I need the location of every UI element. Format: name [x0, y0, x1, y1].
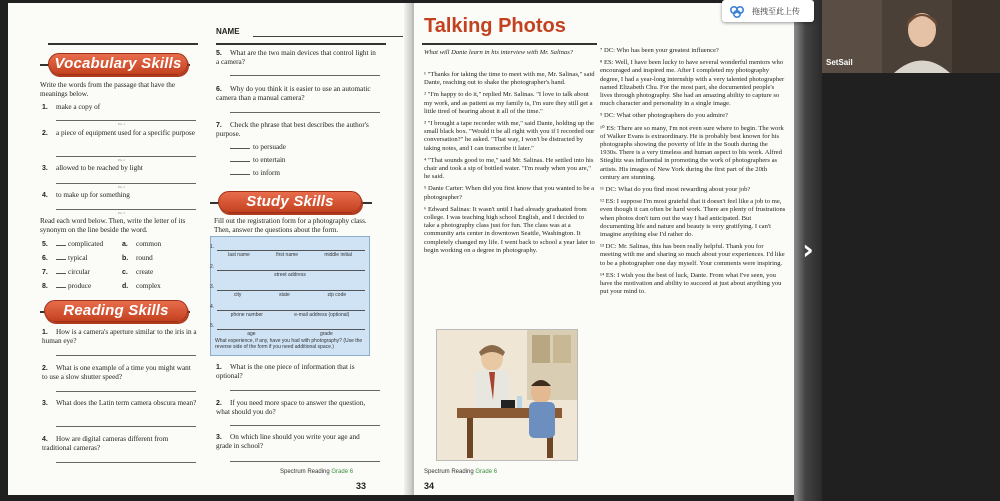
study-instructions: Fill out the registration form for a photography class. Then, answer the questions about the form.: [214, 217, 367, 234]
page-footer: Spectrum Reading Grade 6: [424, 469, 498, 475]
synonym-row: 5. complicated a. common: [42, 240, 162, 248]
synonym-row: 6. typical b. round: [42, 254, 153, 262]
illustration-graphic: [437, 330, 577, 460]
par-ref: Par. 2: [118, 158, 125, 162]
form-row-number: 1.: [210, 244, 215, 250]
form-row-number: 3.: [210, 284, 215, 290]
cloud-upload-icon: [728, 2, 746, 20]
reading-question: 5. What are the two main devices that control light in a camera?: [216, 49, 376, 66]
vocab-item: 3. allowed to be reached by light: [42, 164, 143, 172]
reading-question: 6. Why do you think it is easier to use an automatic camera than a manual camera?: [216, 85, 371, 102]
reading-question: 1. How is a camera's aperture similar to the iris in a human eye?: [42, 328, 197, 345]
reading-skills-heading: Reading Skills: [44, 300, 188, 322]
divider: [422, 43, 597, 45]
form-line[interactable]: [217, 329, 365, 330]
participant-video-tile[interactable]: [822, 0, 1000, 73]
page-number: 34: [424, 481, 435, 491]
form-question: What experience, if any, have you had with photography? (Use the reverse side of the form if you need additional space.): [215, 338, 363, 350]
purpose-option[interactable]: to persuade: [230, 143, 286, 152]
reading-question: 4. How are digital cameras different from traditional cameras?: [42, 435, 169, 452]
study-question: 2. If you need more space to answer the question, what should you do?: [216, 399, 366, 416]
par-ref: Par. 1: [118, 122, 125, 126]
paragraph: ¹² ES: I suppose I'm most grateful that it doesn't feel like a job to me, even though it can often be hard work. There are plenty of frustrations when photos don't turn out the way I had anticipated. But documenting life and nature and beauty is very gratifying. I can't imagine anything else I'd rather do.: [600, 198, 786, 239]
name-label: NAME: [216, 27, 240, 36]
intro-question: What will Dante learn in his interview with Mr. Salinas?: [424, 49, 574, 56]
answer-line[interactable]: [56, 183, 196, 184]
form-line[interactable]: [217, 310, 365, 311]
participant-name: SetSail: [826, 58, 853, 67]
upload-label: 拖拽至此上传: [752, 6, 800, 16]
paragraph: ⁷ DC: Who has been your greatest influence?: [600, 47, 719, 54]
answer-line[interactable]: [230, 461, 380, 462]
name-rule: [253, 36, 403, 37]
form-row-labels: last name first name middle initial: [228, 252, 352, 258]
vocab-item: 4. to make up for something: [42, 191, 130, 199]
par-ref: Par. 3: [118, 211, 125, 215]
answer-line[interactable]: [56, 391, 196, 392]
form-line[interactable]: [217, 250, 365, 251]
answer-line[interactable]: [56, 156, 196, 157]
study-question: 1. What is the one piece of information that is optional?: [216, 363, 355, 380]
study-skills-heading: Study Skills: [218, 191, 362, 213]
par-ref: Par. 3: [118, 185, 125, 189]
form-line[interactable]: [217, 270, 365, 271]
vocabulary-skills-heading: Vocabulary Skills: [48, 53, 188, 75]
article-title: Talking Photos: [424, 15, 566, 37]
divider: [216, 43, 386, 45]
reading-question: 7. Check the phrase that best describes the author's purpose.: [216, 121, 369, 138]
form-row-number: 2.: [210, 264, 215, 270]
vocab-item: 2. a piece of equipment used for a specific purpose: [42, 129, 195, 137]
paragraph: ⁶ Edward Salinas: It wasn't until I had already graduated from college. I was teaching high school English, and I decided to take a photography class just for fun. The class was at a community arts center in downtown Seattle, Washington. It completely changed my life. I went back to school a year later to begin working on a degree in photography.: [424, 205, 595, 254]
answer-line[interactable]: [56, 462, 196, 463]
answer-line[interactable]: [230, 112, 380, 113]
page-number: 33: [356, 481, 367, 491]
paragraph: ⁵ Dante Carter: When did you first know that you wanted to be a photographer?: [424, 185, 595, 201]
sidebar-background: [822, 73, 1000, 501]
reading-question: 2. What is one example of a time you might want to use a slow shutter speed?: [42, 364, 191, 381]
workbook-page-33: [8, 3, 412, 495]
form-row-labels: phone number e-mail address (optional): [230, 312, 350, 318]
paragraph: ⁴ "That sounds good to me," said Mr. Salinas. He settled into his chair and took a sip of bottled water. "I'm ready when you are," he said.: [424, 156, 594, 181]
form-row-number: 4.: [210, 304, 215, 310]
paragraph: ¹⁴ ES: I wish you the best of luck, Dante. From what I've seen, you have the motivation and ability to succeed at just about anything you put your mind to.: [600, 271, 782, 296]
form-row-labels: street address: [274, 272, 306, 278]
vocab-instructions: Write the words from the passage that have the meanings below.: [40, 81, 176, 98]
next-page-chevron-icon[interactable]: ›: [802, 233, 814, 266]
reading-question: 3. What does the Latin term camera obscura mean?: [42, 399, 197, 407]
divider: [48, 43, 198, 45]
answer-line[interactable]: [56, 426, 196, 427]
upload-drop-button[interactable]: [722, 0, 814, 22]
vocab-item: 1. make a copy of: [42, 103, 101, 111]
paragraph: ¹ "Thanks for taking the time to meet with me, Mr. Salinas," said Dante, reaching out to shake the photographer's hand.: [424, 71, 595, 87]
paragraph: ⁸ ES: Well, I have been lucky to have several wonderful mentors who encouraged and inspired me. After I completed my photography degree, I had a year-long internship with a very talented photographer named Elizabeth Chu. For the most part, she documented people's lives through photography. She had an amazing ability to capture so much character and personality in a single image.: [600, 59, 785, 108]
paragraph: ² "I'm happy to do it," replied Mr. Salinas. "I love to talk about my work, and as patient as my family is, I'm sure they still get a little tired of hearing about it all of the time.": [424, 91, 593, 115]
synonym-row: 7. circular c. create: [42, 268, 154, 276]
paragraph: ⁹ DC: What other photographers do you admire?: [600, 112, 728, 120]
page-footer: Spectrum Reading Grade 6: [280, 469, 354, 475]
answer-line[interactable]: [230, 390, 380, 391]
purpose-option[interactable]: to entertain: [230, 156, 286, 165]
study-question: 3. On which line should you write your age and grade in school?: [216, 433, 360, 450]
paragraph: ¹¹ DC: What do you find most rewarding about your job?: [600, 186, 751, 194]
workbook-page-34: [414, 3, 794, 495]
form-row-labels: city state zip code: [233, 292, 347, 298]
registration-form[interactable]: [210, 236, 370, 356]
answer-line[interactable]: [230, 75, 380, 76]
answer-line[interactable]: [230, 425, 380, 426]
synonym-instructions: Read each word below. Then, write the letter of its synonym on the line beside the word.: [40, 217, 186, 234]
form-row-labels: age grade: [247, 331, 333, 337]
paragraph: ¹⁰ ES: There are so many, I'm not even sure where to begin. The work of Walker Evans is extraordinary. He is probably best known for his photographs showing the poverty of life in the South during the 1930s. There is a very timeless and human aspect to his work. Alfred Stieglitz was influential in promoting the work of photographers as artists. His images of New York during the first part of the 20th century are stunning.: [600, 124, 784, 181]
answer-line[interactable]: [56, 209, 196, 210]
article-column-1: [424, 71, 596, 259]
synonym-row: 8. produce d. complex: [42, 282, 161, 290]
purpose-option[interactable]: to inform: [230, 169, 280, 178]
article-column-2: [600, 47, 786, 300]
interview-illustration: [436, 329, 578, 461]
paragraph: ³ "I brought a tape recorder with me," said Dante, holding up the small black box. "Would it be all right with you if I recorded our conversation?" he asked. "That way, I won't be distracted by taking notes, and I can transcribe it later.": [424, 120, 595, 152]
form-line[interactable]: [217, 290, 365, 291]
paragraph: ¹³ DC: Mr. Salinas, this has been really helpful. Thank you for meeting with me and sharing so much about your experiences. I'd like to be a photographer one day myself. Your comments were inspiring.: [600, 243, 785, 267]
answer-line[interactable]: [56, 120, 196, 121]
form-row-number: 5.: [210, 323, 215, 329]
answer-line[interactable]: [56, 355, 196, 356]
